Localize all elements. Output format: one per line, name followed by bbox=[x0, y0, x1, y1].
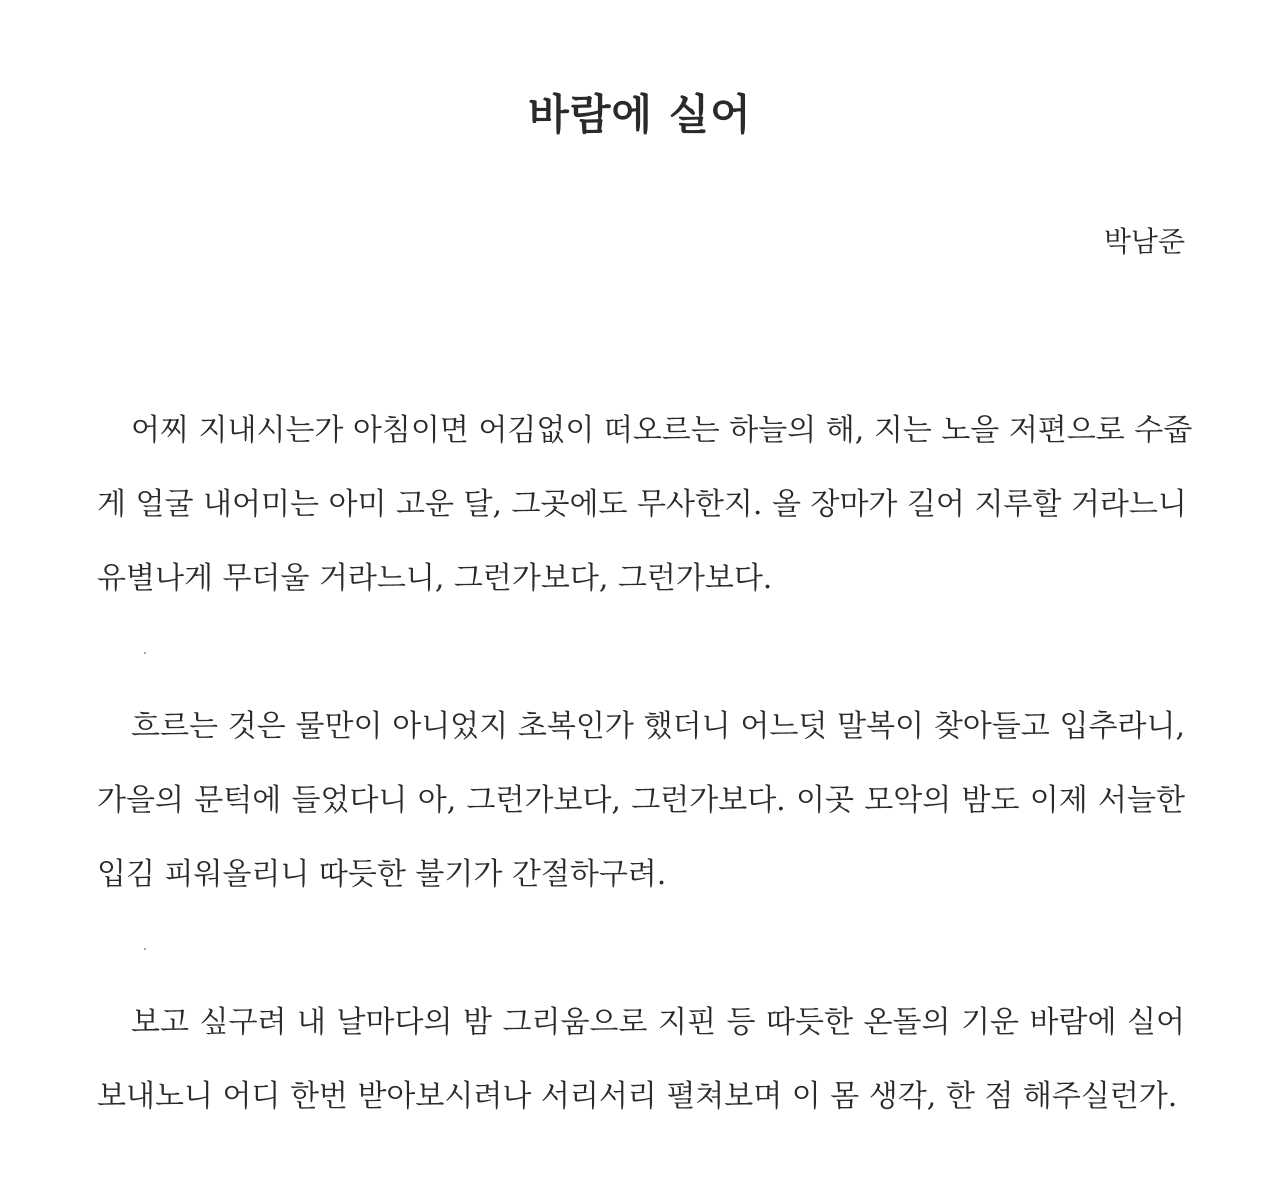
paragraph-line: 게 얼굴 내어미는 아미 고운 달, 그곳에도 무사한지. 올 장마가 길어 지루할 거라느니 bbox=[97, 487, 1187, 522]
paragraph-line: 유별나게 무더울 거라느니, 그런가보다, 그런가보다. bbox=[97, 561, 773, 596]
paragraph-line: 가을의 문턱에 들었다니 아, 그런가보다, 그런가보다. 이곳 모악의 밤도 이제 서늘한 bbox=[97, 783, 1185, 818]
separator-dot bbox=[144, 948, 146, 950]
paragraph-1 bbox=[97, 394, 1193, 616]
paragraph-line: 어찌 지내시는가 아침이면 어김없이 떠오르는 하늘의 해, 지는 노을 저편으로 수줍 bbox=[131, 413, 1193, 448]
paragraph-line: 흐르는 것은 물만이 아니었지 초복인가 했더니 어느덧 말복이 찾아들고 입추라니, bbox=[131, 709, 1185, 744]
separator-dot bbox=[144, 652, 146, 654]
paragraph-line: 보고 싶구려 내 날마다의 밤 그리움으로 지핀 등 따듯한 온돌의 기운 바람에 실어 bbox=[131, 1005, 1185, 1040]
paragraph-line: 보내노니 어디 한번 받아보시려나 서리서리 펼쳐보며 이 몸 생각, 한 점 해주실런가. bbox=[97, 1079, 1178, 1114]
paragraph-line: 입김 피워올리니 따듯한 불기가 간절하구려. bbox=[97, 857, 667, 892]
poem-title: 바람에 실어 bbox=[528, 90, 752, 139]
paragraph-3 bbox=[97, 986, 1185, 1134]
poem-author: 박남준 bbox=[1103, 225, 1185, 258]
paragraph-2 bbox=[97, 690, 1185, 912]
